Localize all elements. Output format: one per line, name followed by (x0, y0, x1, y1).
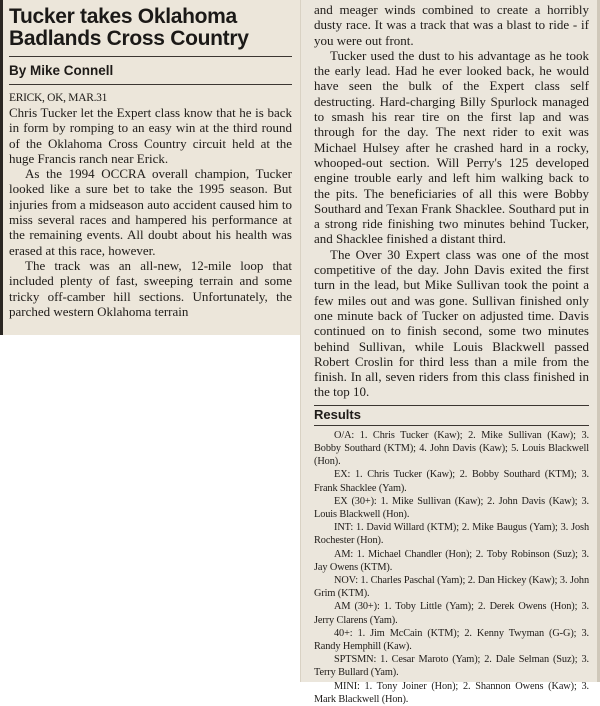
result-entry: MINI: 1. Tony Joiner (Hon); 2. Shannon Owens (Kaw); 3. Mark Blackwell (Hon). (314, 680, 589, 705)
article-paragraph: As the 1994 OCCRA overall champion, Tucker looked like a sure bet to take the 1995 season. But injuries from a midseason auto accident caused him to miss several races and hampered his performance at the remaining events. All doubt about his health was erased at this race, however. (9, 166, 292, 258)
article-dateline: ERICK, OK, MAR.31 (9, 92, 108, 104)
divider-rule (9, 84, 292, 85)
divider-rule (314, 425, 589, 426)
article-column-left (0, 0, 300, 335)
results-list (314, 429, 589, 706)
result-entry: O/A: 1. Chris Tucker (Kaw); 2. Mike Sullivan (Kaw); 3. Bobby Southard (KTM); 4. John Davis (Kaw); 5. Louis Blackwell (Hon). (314, 429, 589, 468)
article-paragraph: The Over 30 Expert class was one of the most competitive of the day. John Davis exited the first turn in the lead, but Mike Sullivan took the point a few miles out and was gone. Sullivan finished only one minute back of Tucker on adjusted time. Davis continued on to finish second, some two minutes behind Sullivan, while Louis Blackwell passed Robert Croslin for third less than a mile from the finish. In all, seven riders from this class finished in the top 10. (314, 246, 589, 400)
result-entry: 40+: 1. Jim McCain (KTM); 2. Kenny Twyman (G-G); 3. Randy Hemphill (Kaw). (314, 627, 589, 652)
result-entry: AM (30+): 1. Toby Little (Yam); 2. Derek Owens (Hon); 3. Jerry Clarens (Yam). (314, 601, 589, 626)
article-paragraph: and meager winds combined to create a horribly dusty race. It was a track that was a blast to ride - if you were out front. (314, 2, 589, 48)
result-entry: EX: 1. Chris Tucker (Kaw); 2. Bobby Southard (KTM); 3. Frank Shacklee (Yam). (314, 469, 589, 494)
article-paragraph: The track was an all-new, 12-mile loop that included plenty of fast, sweeping terrain and some tricky off-camber hill sections. Unfortunately, the parched western Oklahoma terrain (9, 257, 292, 319)
article-paragraph: Chris Tucker let the Expert class know that he is back in form by romping to an easy win at the third round of the Oklahoma Cross Country circuit held at the huge Francis ranch near Erick. (9, 105, 292, 166)
result-entry: AM: 1. Michael Chandler (Hon); 2. Toby Robinson (Suz); 3. Jay Owens (KTM). (314, 548, 589, 573)
results-heading: Results (314, 406, 361, 422)
article-column-right (300, 0, 600, 705)
article-byline: By Mike Connell (9, 63, 114, 78)
result-entry: SPTSMN: 1. Cesar Maroto (Yam); 2. Dale Selman (Suz); 3. Terry Bullard (Yam). (314, 654, 589, 679)
article-paragraph: Tucker used the dust to his advantage as he took the early lead. Had he ever looked back, he would have seen the bulk of the Expert class self destructing. Hard-charging Billy Spurlock managed to smash his rear tire on the first lap and was through for the day. The next rider to exit was Michael Hulsey after he crashed hard in a rocky, whooped-out section. Will Perry's 125 developed engine trouble early and left him walking back to the pits. The beneficiaries of all this were Bobby Southard and Texan Frank Shacklee. Southard put in a strong ride finishing two minutes behind Tucker, and Shacklee finished a distant third. (314, 47, 589, 247)
result-entry: INT: 1. David Willard (KTM); 2. Mike Baugus (Yam); 3. Josh Rochester (Hon). (314, 522, 589, 547)
result-entry: EX (30+): 1. Mike Sullivan (Kaw); 2. John Davis (Kaw); 3. Louis Blackwell (Hon). (314, 495, 589, 520)
article-headline: Tucker takes Oklahoma Badlands Cross Country (9, 5, 249, 50)
result-entry: NOV: 1. Charles Paschal (Yam); 2. Dan Hickey (Kaw); 3. John Grim (KTM). (314, 574, 589, 600)
